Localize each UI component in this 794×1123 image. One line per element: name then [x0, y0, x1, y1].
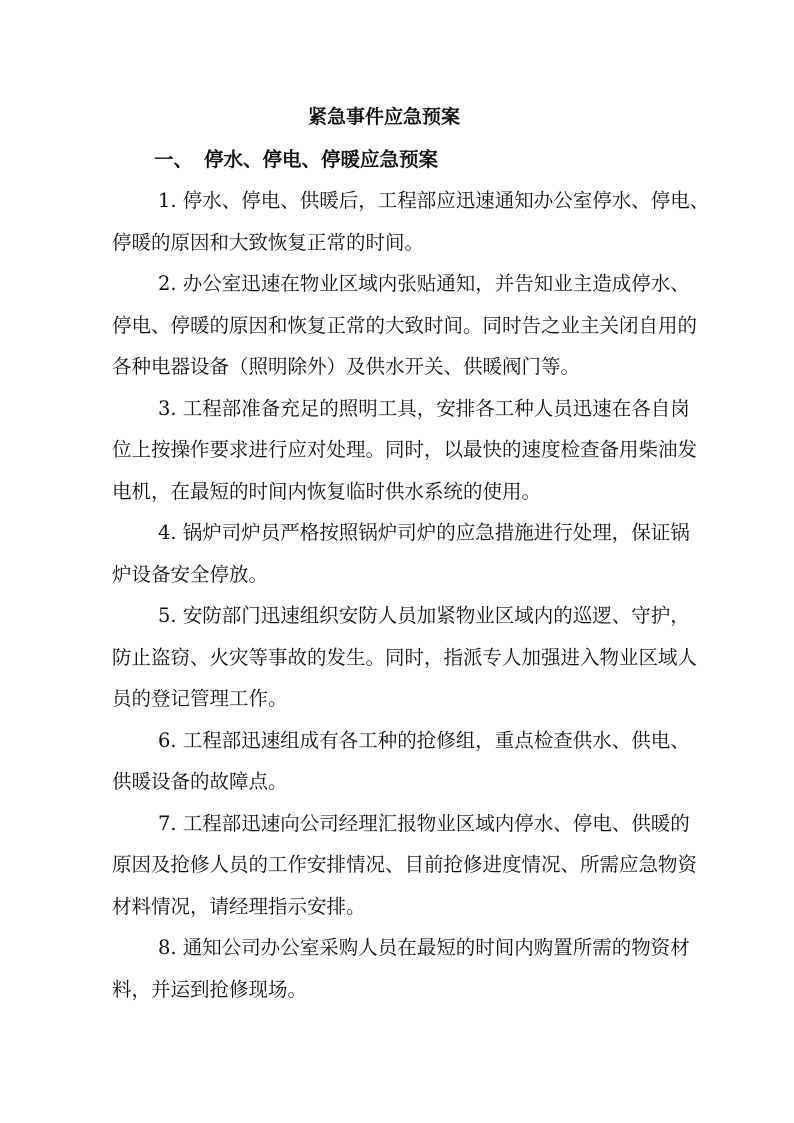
paragraph-line: 炉设备安全停放。	[112, 562, 269, 586]
paragraph-line: 电机，在最短的时间内恢复临时供水系统的使用。	[112, 479, 542, 503]
paragraph-line: 1. 停水、停电、供暖后，工程部应迅速通知办公室停水、停电、	[158, 189, 710, 212]
document-title: 紧急事件应急预案	[307, 106, 460, 128]
list-item	[112, 803, 698, 928]
paragraph-line: 3. 工程部准备充足的照明工具，安排各工种人员迅速在各自岗	[158, 396, 690, 420]
list-item	[112, 720, 690, 803]
item-list	[112, 180, 710, 1010]
paragraph-line: 料，并运到抢修现场。	[112, 977, 308, 1001]
paragraph-line: 原因及抢修人员的工作安排情况、目前抢修进度情况、所需应急物资	[112, 853, 698, 876]
section-heading	[112, 139, 682, 181]
list-item	[112, 388, 698, 513]
paragraph-line: 防止盗窃、火灾等事故的发生。同时，指派专人加强进入物业区域人	[112, 645, 698, 669]
list-item	[112, 595, 698, 720]
paragraph-line: 6. 工程部迅速组成有各工种的抢修组，重点检查供水、供电、	[158, 728, 690, 752]
paragraph-line: 员的登记管理工作。	[112, 687, 288, 710]
list-item	[112, 512, 690, 595]
section-title: 停水、停电、停暖应急预案	[204, 147, 439, 171]
paragraph-line: 供暖设备的故障点。	[112, 770, 288, 793]
paragraph-line: 停电、停暖的原因和恢复正常的大致时间。同时告之业主关闭自用的	[112, 313, 698, 337]
list-item	[112, 927, 690, 1010]
list-item	[112, 180, 710, 263]
paragraph-line: 5. 安防部门迅速组织安防人员加紧物业区域内的巡逻、守护，	[158, 604, 690, 627]
section-number: 一、	[154, 147, 194, 171]
paragraph-line: 停暖的原因和大致恢复正常的时间。	[112, 230, 425, 254]
paragraph-line: 8. 通知公司办公室采购人员在最短的时间内购置所需的物资材	[158, 936, 690, 959]
list-item	[112, 263, 698, 388]
paragraph-line: 材料情况，请经理指示安排。	[112, 894, 366, 918]
paragraph-line: 2. 办公室迅速在物业区域内张贴通知，并告知业主造成停水、	[158, 272, 690, 295]
document-page	[112, 97, 710, 1010]
paragraph-line: 各种电器设备（照明除外）及供水开关、供暖阀门等。	[112, 355, 581, 378]
paragraph-line: 位上按操作要求进行应对处理。同时，以最快的速度检查备用柴油发	[112, 438, 698, 461]
paragraph-line: 4. 锅炉司炉员严格按照锅炉司炉的应急措施进行处理，保证锅	[158, 521, 690, 544]
paragraph-line: 7. 工程部迅速向公司经理汇报物业区域内停水、停电、供暖的	[158, 811, 690, 835]
